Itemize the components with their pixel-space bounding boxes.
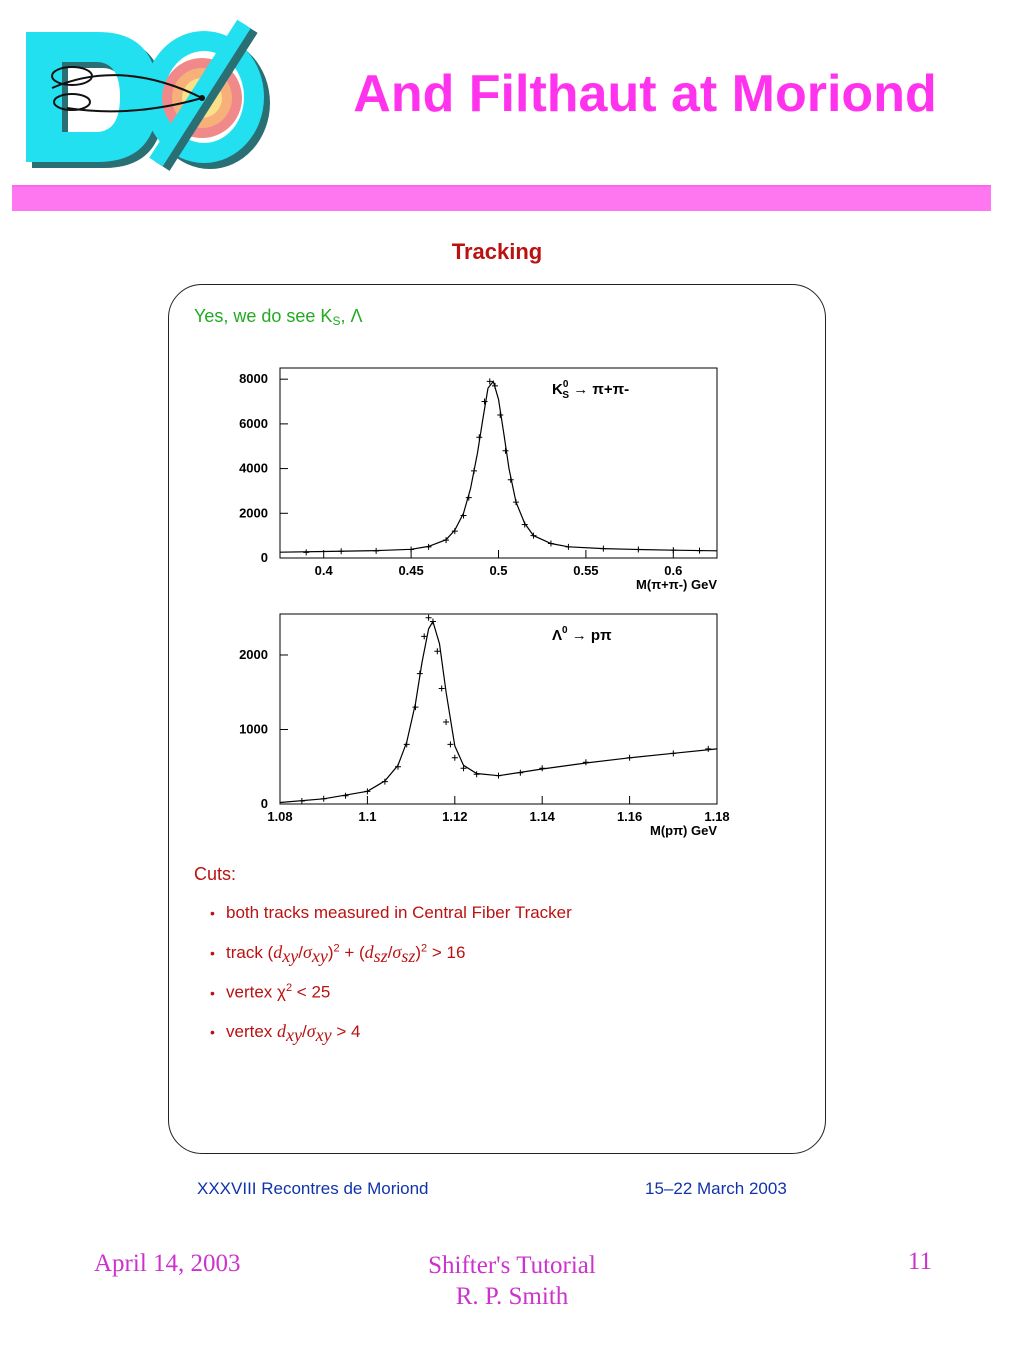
data-point <box>583 759 589 765</box>
data-point <box>382 779 388 785</box>
section-heading: Tracking <box>451 239 543 264</box>
x-tick-label: 0.5 <box>489 563 508 578</box>
cut-text-tail: < 25 <box>292 982 331 1002</box>
cut-text: both tracks measured in Central Fiber Tracker <box>226 903 572 922</box>
y-tick-label: 2000 <box>239 646 268 662</box>
data-point <box>502 448 508 454</box>
data-point <box>492 383 498 389</box>
data-point <box>497 412 503 418</box>
footer-author: R. P. Smith <box>455 1283 569 1311</box>
cut-text: vertex χ <box>226 982 286 1002</box>
title-divider-bar <box>12 185 991 211</box>
data-point <box>513 499 519 505</box>
x-tick-label: 1.16 <box>616 809 643 824</box>
data-point <box>548 540 554 546</box>
y-tick-label: 8000 <box>239 371 268 387</box>
data-point <box>439 686 445 692</box>
x-tick-label: 0.45 <box>398 563 424 578</box>
data-point <box>417 671 423 677</box>
intro-prefix: Yes, we do see K <box>194 306 333 326</box>
y-tick-label: 6000 <box>239 415 268 431</box>
x-tick-label: 1.1 <box>358 809 377 824</box>
x-tick-label: 1.18 <box>704 809 730 824</box>
logo-letter-d <box>26 32 158 162</box>
data-point <box>600 546 606 552</box>
footer-title <box>362 1250 662 1313</box>
data-point <box>447 741 453 747</box>
data-point <box>412 704 418 710</box>
data-point <box>338 548 344 554</box>
y-tick-label: 0 <box>260 550 268 565</box>
data-point <box>705 746 711 752</box>
data-point <box>670 547 676 553</box>
x-axis-label: M(pπ) GeV <box>649 823 717 838</box>
data-point <box>635 547 641 553</box>
data-point <box>343 793 349 799</box>
plot-title: $\Lambda^0 \to p\pi$ <box>552 625 612 644</box>
bullet-icon: • <box>210 905 215 921</box>
slide-title: And Filthaut at Moriond <box>353 65 937 123</box>
intro-text <box>194 306 362 328</box>
y-tick-label: 1000 <box>239 721 268 737</box>
data-point <box>471 468 477 474</box>
cut-item: • track $(d_{xy}/\sigma_{xy})^2 + (d_{sz}/\sigma_{sz})^2 > 16$ <box>210 942 466 967</box>
data-point <box>466 495 472 501</box>
page-number: 11 <box>907 1248 932 1275</box>
cut-text-tail: > 4 <box>331 1022 361 1041</box>
x-tick-label: 0.4 <box>314 563 333 578</box>
data-point <box>373 548 379 554</box>
data-point <box>434 648 440 654</box>
cut-item <box>210 903 572 923</box>
conference-name: XXXVIII Recontres de Moriond <box>197 1179 429 1198</box>
data-point <box>697 548 703 554</box>
data-point <box>476 434 482 440</box>
fit-curve <box>280 381 717 552</box>
x-tick-label: 1.12 <box>442 809 468 824</box>
data-point <box>430 618 436 624</box>
cut-text: vertex <box>226 1022 278 1041</box>
cut-superscript: 2 <box>285 982 293 994</box>
ks-mass-plot <box>220 362 730 602</box>
y-tick-label: 4000 <box>239 460 268 476</box>
x-tick-label: 1.14 <box>529 809 555 824</box>
footer-date: April 14, 2003 <box>94 1250 241 1277</box>
data-point <box>627 755 633 761</box>
x-tick-label: 0.55 <box>573 563 599 578</box>
bullet-icon: • <box>210 945 215 961</box>
data-point <box>452 755 458 761</box>
d0-logo <box>12 18 272 176</box>
data-point <box>321 796 327 802</box>
bullet-icon: • <box>210 1024 215 1040</box>
cut-item <box>210 982 330 1003</box>
bullet-icon: • <box>210 984 215 1001</box>
y-tick-label: 2000 <box>239 505 268 521</box>
x-axis-label: M(π+π-) GeV <box>636 577 717 592</box>
data-point <box>299 798 305 804</box>
footer-title-line1: Shifter's Tutorial <box>428 1252 596 1279</box>
data-point <box>303 549 309 555</box>
data-point <box>426 615 432 621</box>
conference-dates: 15–22 March 2003 <box>645 1179 787 1198</box>
cut-item: • vertex $d_{xy}/\sigma_{xy} > 4$ <box>210 1021 361 1046</box>
data-point <box>517 770 523 776</box>
intro-suffix: , Λ <box>340 306 363 326</box>
data-point <box>496 773 502 779</box>
data-point <box>508 477 514 483</box>
cuts-title: Cuts: <box>194 864 237 884</box>
plot-title: $K^0$ S → π+π- <box>552 379 630 401</box>
plot-frame <box>280 368 717 558</box>
data-point <box>426 544 432 550</box>
data-point <box>443 719 449 725</box>
data-point <box>539 765 545 771</box>
y-tick-label: 0 <box>260 796 268 811</box>
cut-text: track ( <box>226 943 274 962</box>
data-point <box>408 547 414 553</box>
lambda-mass-plot <box>220 608 730 848</box>
data-point <box>364 788 370 794</box>
data-point <box>395 764 401 770</box>
data-point <box>565 544 571 550</box>
cut-text-tail: > 16 <box>427 943 466 962</box>
data-point <box>670 750 676 756</box>
intro-subscript: S <box>332 314 341 328</box>
x-tick-label: 0.6 <box>664 563 683 578</box>
x-tick-label: 1.08 <box>267 809 293 824</box>
